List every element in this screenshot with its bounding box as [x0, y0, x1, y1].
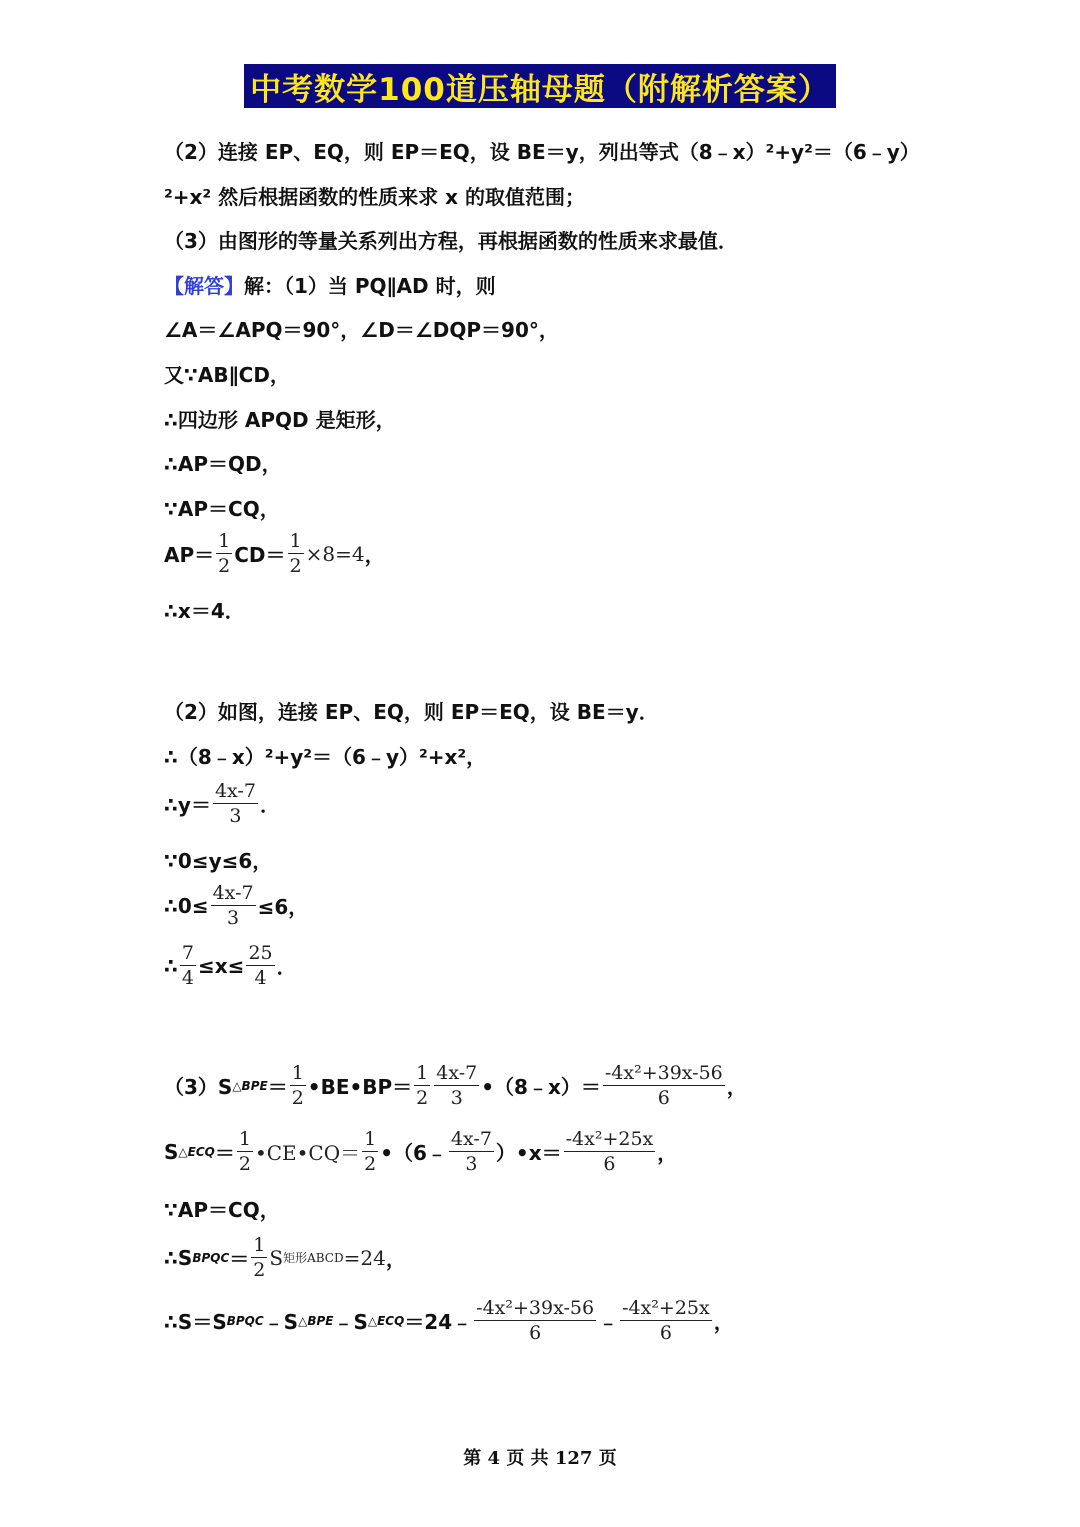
answer-secq-line: S △ECQ ＝ $\frac{1}{2}$ •CE•CQ＝ $\frac{1}{2}$ •（6﹣ $\frac{4x-7}{3}$ ）•x＝ $\frac{\text{-4x²+25x}}{6}$ ，	[164, 1128, 678, 1175]
fraction-half: $\frac{1}{2}$	[289, 530, 302, 577]
fraction-4x-7-over-3: $\frac{4x-7}{3}$	[436, 1062, 478, 1109]
fraction-secq-result: $\frac{\text{-4x²+25x}}{6}$	[565, 1128, 654, 1175]
sbpe-prefix: （3）S	[164, 1075, 233, 1099]
secq-d: ）•x＝	[495, 1141, 562, 1165]
fraction-half: $\frac{1}{2}$	[416, 1062, 429, 1109]
answer-intro	[164, 270, 496, 299]
s-d: ＝24﹣	[404, 1310, 473, 1334]
s-a: ∴S＝S	[164, 1310, 227, 1334]
s-e: ﹣	[598, 1310, 619, 1334]
title-banner	[244, 64, 836, 108]
fraction-secq-result: $\frac{\text{-4x²+25x}}{6}$	[622, 1297, 710, 1344]
secq-eq: ＝	[214, 1141, 235, 1165]
range-end: ．	[276, 955, 297, 979]
range-mid: ≤x≤	[198, 953, 245, 978]
analysis-line-3: （3）由图形的等量关系列出方程，再根据函数的性质来求最值．	[164, 229, 738, 253]
answer-sbpqc-line: ∴S BPQC ＝ $\frac{1}{2}$ S 矩形ABCD =24 ，	[164, 1234, 406, 1281]
answer-line: 又∵AB∥CD，	[164, 363, 290, 387]
fraction-half: $\frac{1}{2}$	[364, 1128, 377, 1175]
ineq-end: ≤6，	[257, 895, 309, 919]
sbpe-end: ，	[726, 1075, 747, 1099]
sbpqc-s: S	[269, 1245, 284, 1270]
fraction-4x-7-over-3: $\frac{4x-7}{3}$	[214, 780, 256, 827]
answer-line: ∴AP＝QD，	[164, 452, 282, 476]
sbpe-eq: ＝	[267, 1075, 288, 1099]
secq-end: ，	[657, 1141, 678, 1165]
answer-part2-line: ∴（8﹣x）²+y²＝（6﹣y）²+x²，	[164, 745, 487, 769]
answer-line: ∵AP＝CQ，	[164, 497, 280, 521]
sbpqc-eq: ＝	[229, 1247, 250, 1271]
answer-sbpe-line: （3）S △BPE ＝ $\frac{1}{2}$ •BE•BP＝ $\frac{1}{2}$ $\frac{4x-7}{3}$ •（8﹣x）＝ $\frac{\text{-4x²+39x-56}}{6}$ ，	[164, 1062, 747, 1109]
fraction-sbpe-result: $\frac{\text{-4x²+39x-56}}{6}$	[476, 1297, 595, 1344]
s-c: ﹣S	[333, 1310, 368, 1334]
answer-part2-line: ∵0≤y≤6，	[164, 849, 273, 873]
s-b: ﹣S	[263, 1310, 299, 1334]
fraction-4x-7-over-3: $\frac{4x-7}{3}$	[212, 882, 254, 929]
answer-line: ∴x＝4．	[164, 599, 245, 623]
s-end: ，	[713, 1310, 734, 1334]
secq-b: •CE•CQ＝	[254, 1141, 361, 1165]
answer-part3-line: ∵AP＝CQ，	[164, 1198, 280, 1222]
sbpe-c: •（8﹣x）＝	[481, 1075, 601, 1099]
y-prefix: ∴y＝	[164, 793, 211, 817]
ap-end: ，	[364, 543, 385, 567]
ap-mid: CD＝	[234, 543, 286, 567]
answer-line: ∴四边形 APQD 是矩形，	[164, 408, 396, 432]
page-title: 中考数学100道压轴母题（附解析答案）	[250, 71, 830, 108]
sbpe-b: •BE•BP＝	[307, 1075, 413, 1099]
answer-part1-intro: 解：（1）当 PQ∥AD 时，则	[244, 274, 496, 298]
sbpqc-end: ，	[385, 1247, 406, 1271]
answer-y-line	[164, 780, 280, 827]
secq-prefix: S	[164, 1139, 179, 1164]
answer-ineq-line	[164, 882, 308, 929]
fraction-4x-7-over-3: $\frac{4x-7}{3}$	[450, 1128, 492, 1175]
answer-part2-line: （2）如图，连接 EP、EQ，则 EP＝EQ，设 BE＝y．	[164, 700, 659, 724]
fraction-half: $\frac{1}{2}$	[218, 530, 231, 577]
answer-line: ∠A＝∠APQ＝90°，∠D＝∠DQP＝90°，	[164, 318, 559, 342]
fraction-half: $\frac{1}{2}$	[253, 1234, 266, 1281]
fraction-sbpe-result: $\frac{\text{-4x²+39x-56}}{6}$	[604, 1062, 723, 1109]
answer-ap-line	[164, 530, 385, 577]
answer-tag: 【解答】	[164, 274, 244, 298]
ap-prefix: AP＝	[164, 543, 215, 567]
page-footer: 第 4 页 共 127 页	[463, 1448, 617, 1469]
ap-tail: ×8=4	[305, 541, 365, 566]
secq-c: •（6﹣	[380, 1141, 447, 1165]
analysis-line-2a: （2）连接 EP、EQ，则 EP＝EQ，设 BE＝y，列出等式（8﹣x）²+y²＝（6﹣y）	[164, 140, 920, 164]
fraction-half: $\frac{1}{2}$	[238, 1128, 251, 1175]
range-prefix: ∴	[164, 953, 178, 978]
sbpqc-prefix: ∴S	[164, 1245, 193, 1270]
fraction-7-over-4: $\frac{7}{4}$	[181, 942, 195, 989]
fraction-25-over-4: $\frac{25}{4}$	[248, 942, 273, 989]
answer-s-line: ∴S＝S BPQC ﹣S △BPE ﹣S △ECQ ＝24﹣ $\frac{\text{-4x²+39x-56}}{6}$ ﹣ $\frac{\text{-4x²+25x}}{6}$ ，	[164, 1297, 734, 1344]
analysis-line-2b: ²+x² 然后根据函数的性质来求 x 的取值范围；	[164, 185, 585, 209]
y-end: ．	[259, 793, 280, 817]
sbpqc-value: =24	[343, 1245, 386, 1270]
ineq-prefix: ∴0≤	[164, 893, 209, 918]
answer-range-line	[164, 942, 297, 989]
fraction-half: $\frac{1}{2}$	[291, 1062, 304, 1109]
